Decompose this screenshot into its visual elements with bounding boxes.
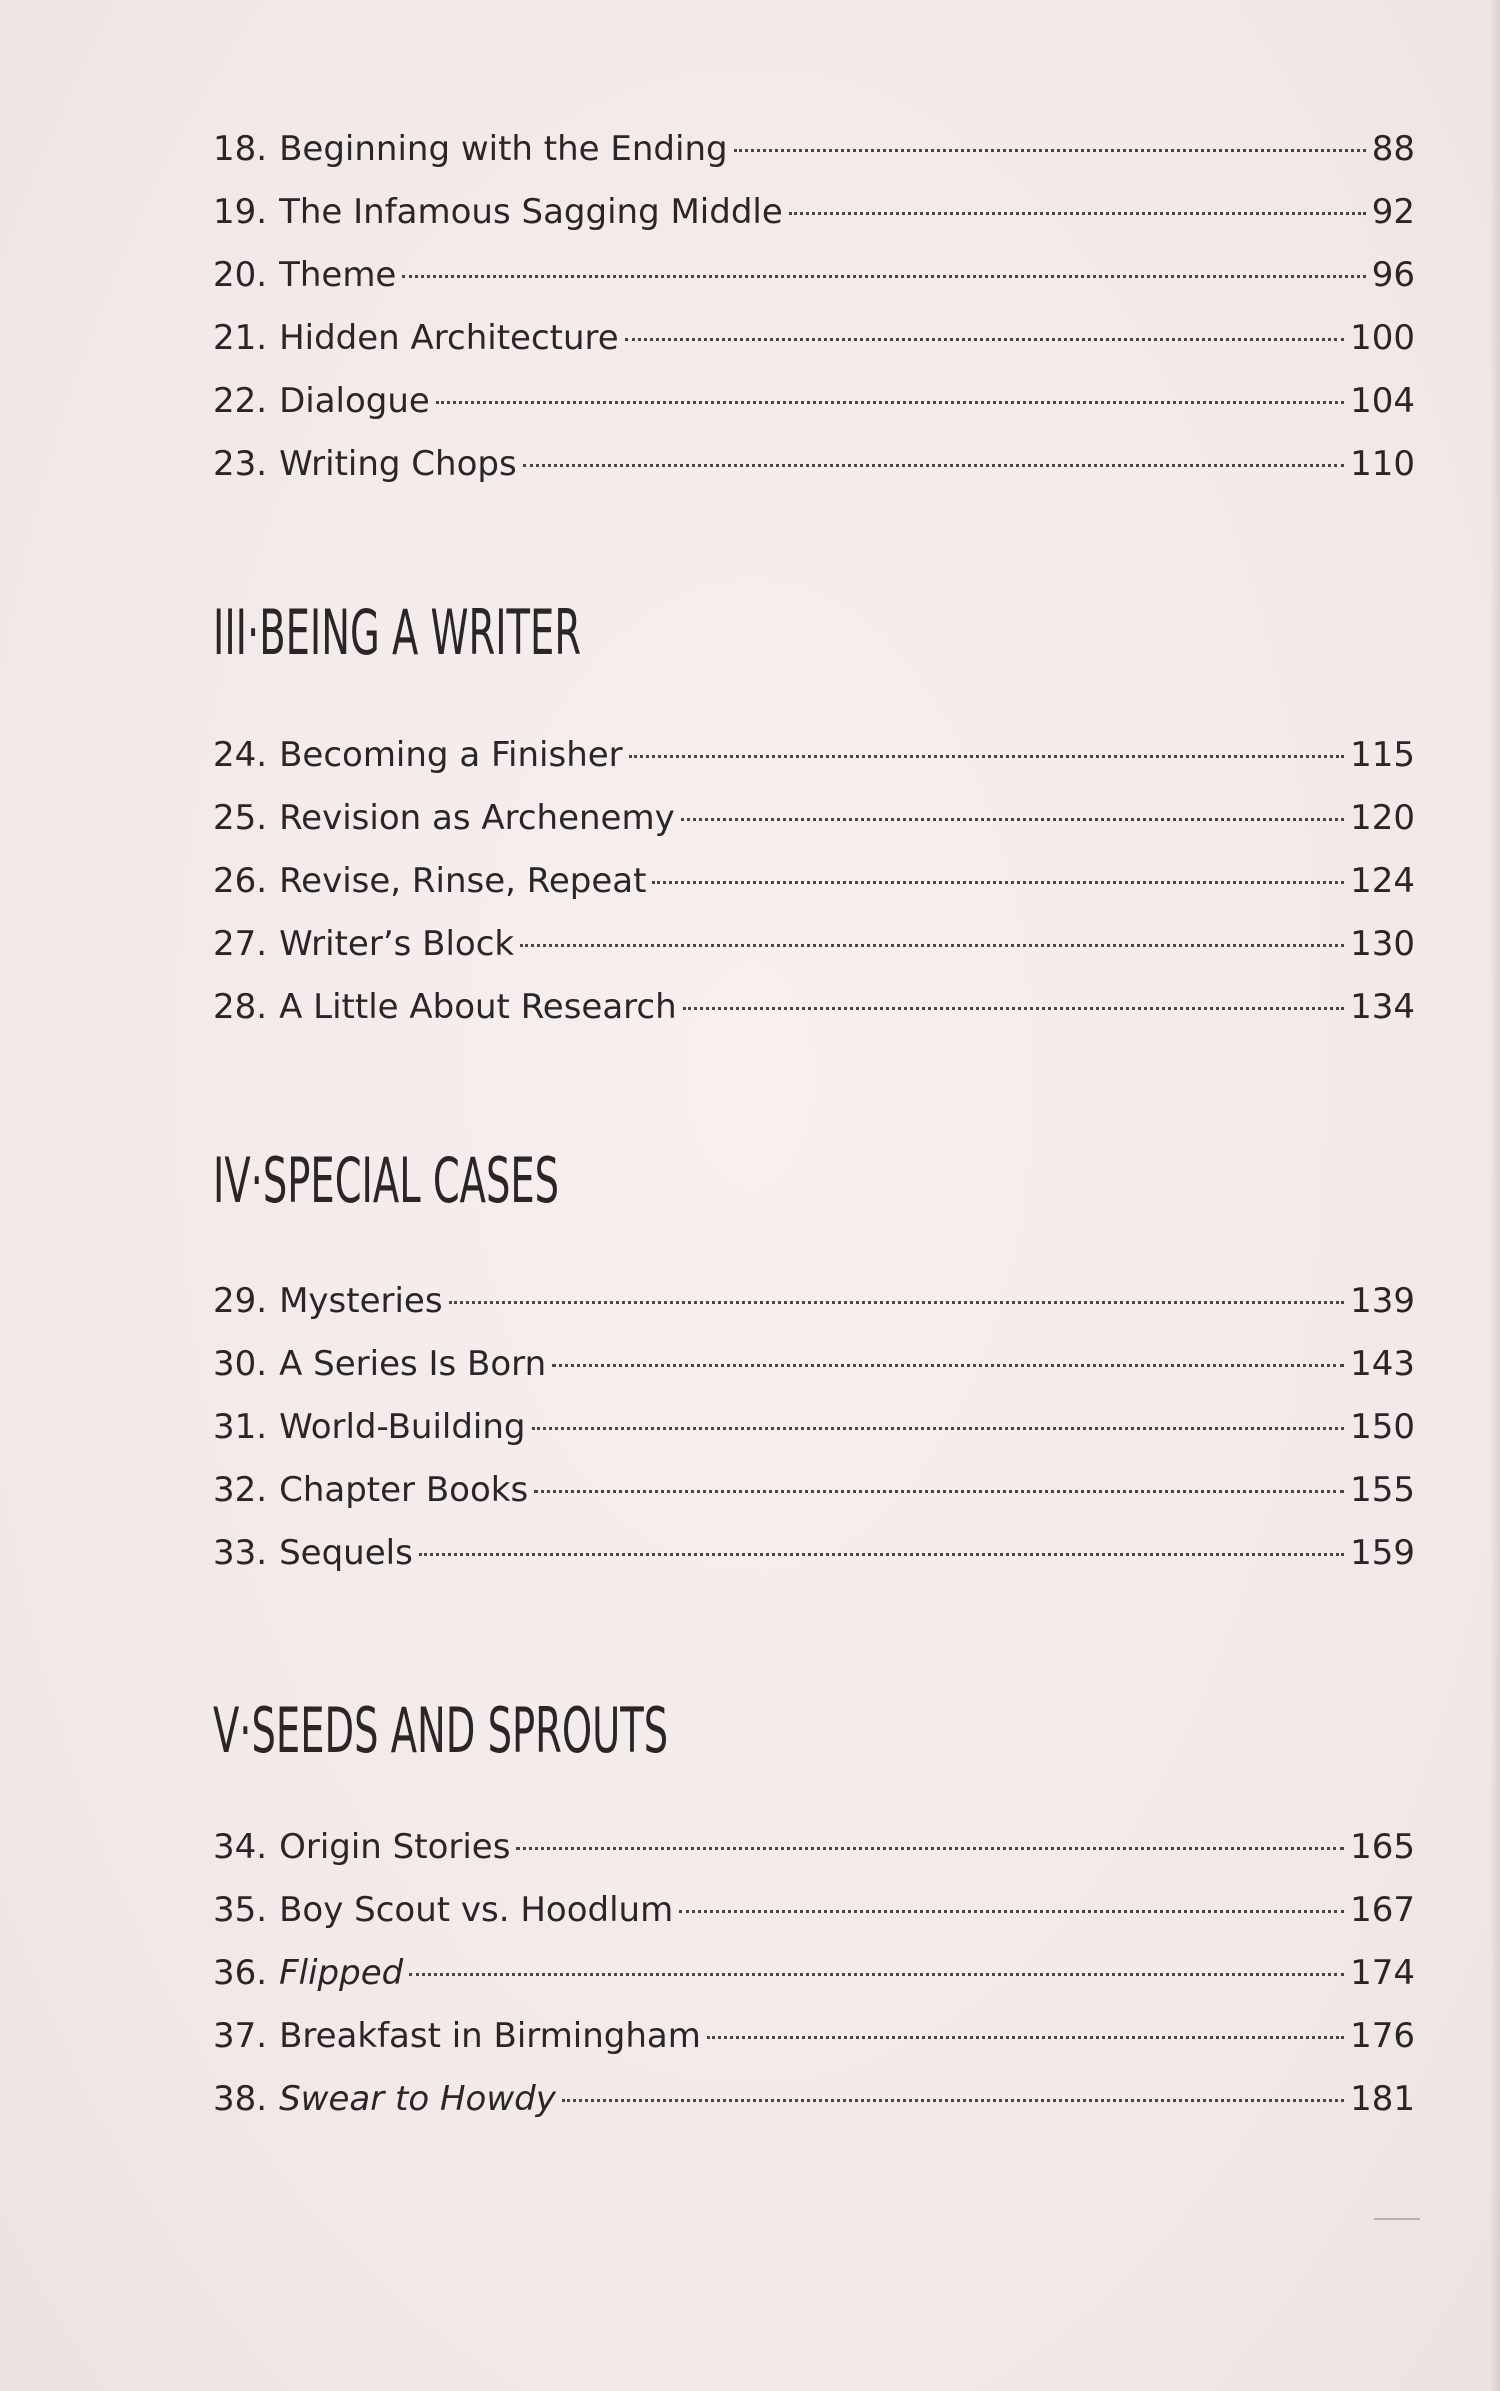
chapter-title: Chapter Books xyxy=(279,1470,529,1510)
chapter-number: 19. xyxy=(213,192,268,232)
toc-entry xyxy=(213,118,1415,181)
page-number: 143 xyxy=(1350,1344,1415,1384)
section-heading: V·SEEDS AND SPROUTS xyxy=(213,1694,669,1767)
page-corner-mark xyxy=(1374,2218,1420,2220)
dot-leader xyxy=(409,1973,1344,1976)
page-number: 159 xyxy=(1350,1533,1415,1573)
page-number: 167 xyxy=(1350,1890,1415,1930)
chapter-number: 26. xyxy=(213,861,268,901)
chapter-number: 24. xyxy=(213,735,268,775)
chapter-title: Beginning with the Ending xyxy=(279,129,728,169)
page-number: 124 xyxy=(1350,861,1415,901)
dot-leader xyxy=(789,212,1366,215)
chapter-title: Hidden Architecture xyxy=(279,318,619,358)
chapter-title: Writer’s Block xyxy=(279,924,515,964)
toc-entry xyxy=(213,1333,1415,1396)
chapter-number: 30. xyxy=(213,1344,268,1384)
chapter-title: Sequels xyxy=(279,1533,413,1573)
page-number: 134 xyxy=(1350,987,1415,1027)
page-number: 139 xyxy=(1350,1281,1415,1321)
toc-entry xyxy=(213,370,1415,433)
toc-entry xyxy=(213,787,1415,850)
chapter-number: 33. xyxy=(213,1533,268,1573)
chapter-number: 20. xyxy=(213,255,268,295)
page-number: 88 xyxy=(1371,129,1415,169)
toc-entry xyxy=(213,181,1415,244)
dot-leader xyxy=(532,1427,1345,1430)
toc-entry xyxy=(213,850,1415,913)
page-number: 110 xyxy=(1350,444,1415,484)
toc-entry xyxy=(213,1816,1415,1879)
chapter-title: Flipped xyxy=(279,1953,404,1993)
toc-section-seeds-and-sprouts xyxy=(213,1816,1415,2131)
chapter-number: 31. xyxy=(213,1407,268,1447)
dot-leader xyxy=(419,1553,1344,1556)
chapter-number: 29. xyxy=(213,1281,268,1321)
dot-leader xyxy=(707,2036,1344,2039)
chapter-number: 35. xyxy=(213,1890,268,1930)
chapter-number: 21. xyxy=(213,318,268,358)
chapter-number: 37. xyxy=(213,2016,268,2056)
chapter-number: 27. xyxy=(213,924,268,964)
page-number: 174 xyxy=(1350,1953,1415,1993)
toc-entry xyxy=(213,244,1415,307)
chapter-title: Writing Chops xyxy=(279,444,517,484)
dot-leader xyxy=(562,2099,1344,2102)
toc-section-continued xyxy=(213,118,1415,496)
chapter-title: Swear to Howdy xyxy=(279,2079,556,2119)
chapter-number: 25. xyxy=(213,798,268,838)
page-number: 104 xyxy=(1350,381,1415,421)
dot-leader xyxy=(523,464,1344,467)
toc-entry xyxy=(213,1459,1415,1522)
page-number: 120 xyxy=(1350,798,1415,838)
page-number: 176 xyxy=(1350,2016,1415,2056)
page-number: 100 xyxy=(1350,318,1415,358)
toc-entry xyxy=(213,976,1415,1039)
toc-entry xyxy=(213,2005,1415,2068)
dot-leader xyxy=(520,944,1344,947)
dot-leader xyxy=(534,1490,1344,1493)
toc-entry xyxy=(213,1522,1415,1585)
dot-leader xyxy=(552,1364,1344,1367)
chapter-title: Boy Scout vs. Hoodlum xyxy=(279,1890,674,1930)
chapter-title: Theme xyxy=(279,255,397,295)
section-heading: III·BEING A WRITER xyxy=(213,596,582,669)
page-number: 165 xyxy=(1350,1827,1415,1867)
chapter-title: Dialogue xyxy=(279,381,430,421)
chapter-number: 34. xyxy=(213,1827,268,1867)
page-number: 115 xyxy=(1350,735,1415,775)
toc-section-special-cases xyxy=(213,1270,1415,1585)
chapter-title: Revise, Rinse, Repeat xyxy=(279,861,647,901)
dot-leader xyxy=(681,818,1344,821)
chapter-title: Breakfast in Birmingham xyxy=(279,2016,701,2056)
toc-entry xyxy=(213,1942,1415,2005)
chapter-title: A Series Is Born xyxy=(279,1344,547,1384)
section-heading: IV·SPECIAL CASES xyxy=(213,1144,560,1217)
toc-entry xyxy=(213,913,1415,976)
page-number: 96 xyxy=(1371,255,1415,295)
toc-entry xyxy=(213,2068,1415,2131)
page-number: 130 xyxy=(1350,924,1415,964)
page-number: 181 xyxy=(1350,2079,1415,2119)
toc-entry xyxy=(213,1396,1415,1459)
chapter-title: The Infamous Sagging Middle xyxy=(279,192,783,232)
chapter-title: A Little About Research xyxy=(279,987,677,1027)
chapter-number: 18. xyxy=(213,129,268,169)
chapter-number: 38. xyxy=(213,2079,268,2119)
chapter-title: Origin Stories xyxy=(279,1827,511,1867)
dot-leader xyxy=(516,1847,1344,1850)
toc-entry xyxy=(213,307,1415,370)
page-edge-shadow xyxy=(1490,0,1500,2391)
dot-leader xyxy=(402,275,1365,278)
chapter-title: Becoming a Finisher xyxy=(279,735,623,775)
chapter-number: 32. xyxy=(213,1470,268,1510)
dot-leader xyxy=(652,881,1344,884)
page-number: 92 xyxy=(1371,192,1415,232)
dot-leader xyxy=(734,149,1366,152)
toc-entry xyxy=(213,724,1415,787)
dot-leader xyxy=(449,1301,1345,1304)
page-number: 150 xyxy=(1350,1407,1415,1447)
page-number: 155 xyxy=(1350,1470,1415,1510)
chapter-number: 22. xyxy=(213,381,268,421)
toc-entry xyxy=(213,433,1415,496)
chapter-title: World-Building xyxy=(279,1407,526,1447)
dot-leader xyxy=(625,338,1344,341)
chapter-number: 28. xyxy=(213,987,268,1027)
chapter-number: 36. xyxy=(213,1953,268,1993)
dot-leader xyxy=(436,401,1344,404)
chapter-title: Mysteries xyxy=(279,1281,443,1321)
toc-section-being-a-writer xyxy=(213,724,1415,1039)
dot-leader xyxy=(683,1007,1344,1010)
dot-leader xyxy=(629,755,1344,758)
chapter-title: Revision as Archenemy xyxy=(279,798,675,838)
dot-leader xyxy=(679,1910,1344,1913)
toc-entry xyxy=(213,1879,1415,1942)
chapter-number: 23. xyxy=(213,444,268,484)
toc-entry xyxy=(213,1270,1415,1333)
